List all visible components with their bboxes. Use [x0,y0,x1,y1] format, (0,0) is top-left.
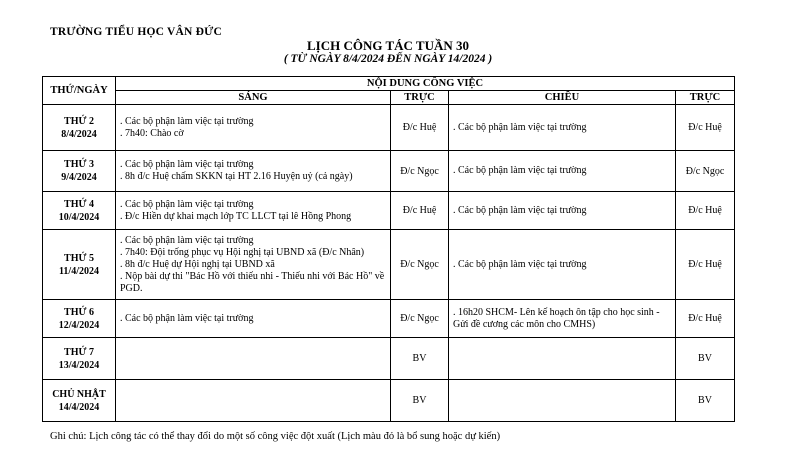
duty-morning-cell: Đ/c Ngọc [391,151,449,192]
duty-morning-cell: BV [391,380,449,422]
day-cell [43,380,116,422]
date-label: 14/4/2024 [58,401,100,413]
date-label: 12/4/2024 [58,319,100,331]
afternoon-cell [449,380,676,422]
page-subtitle: ( TỪ NGÀY 8/4/2024 ĐẾN NGÀY 14/2024 ) [283,53,493,65]
duty-morning-cell: BV [391,338,449,380]
duty-morning-cell: Đ/c Ngọc [391,230,449,300]
day-label: THỨ 7 [64,346,94,358]
duty-afternoon-cell: Đ/c Huệ [676,192,735,230]
column-header-afternoon: CHIỀU [449,91,676,105]
table-row [43,192,735,230]
table-header-row-1 [43,77,735,91]
task-line: . Nộp bài dự thi "Bác Hồ với thiếu nhi - Thiếu nhi với Bác Hồ" về PGD. [120,270,385,294]
morning-cell [116,338,391,380]
day-cell [43,151,116,192]
day-cell [43,300,116,338]
task-line: . Các bộ phận làm việc tại trường [453,121,587,133]
day-cell [43,338,116,380]
morning-cell [116,192,391,230]
table-row [43,230,735,300]
task-line: . 7h40: Đội trống phục vụ Hội nghị tại UBND xã (Đ/c Nhân) [120,246,365,258]
schedule-table-body [43,105,735,422]
task-line: . Các bộ phận làm việc tại trường [453,165,587,176]
day-label: THỨ 5 [64,252,94,264]
footer-note: Ghi chú: Lịch công tác có thể thay đổi do một số công việc đột xuất (Lịch màu đỏ là bổ sung hoặc dự kiến) [50,431,501,442]
morning-cell [116,380,391,422]
column-header-duty-morning: TRỰC [391,91,449,105]
duty-afternoon-cell: BV [676,338,735,380]
afternoon-cell [449,192,676,230]
table-row [43,338,735,380]
afternoon-cell [449,230,676,300]
task-line: . Các bộ phận làm việc tại trường [120,159,254,170]
duty-morning-cell: Đ/c Huệ [391,105,449,151]
task-line: . Các bộ phận làm việc tại trường [453,204,587,216]
afternoon-cell [449,338,676,380]
table-row [43,300,735,338]
duty-afternoon-cell: Đ/c Ngọc [676,151,735,192]
task-line: . 7h40: Chào cờ [120,127,184,139]
schedule-table [42,76,735,422]
column-header-content: NỘI DUNG CÔNG VIỆC [116,77,735,91]
task-line: . Các bộ phận làm việc tại trường [120,312,254,324]
afternoon-cell [449,151,676,192]
task-line: . 8h đ/c Huệ chấm SKKN tại HT 2.16 Huyện uỷ (cả ngày) [120,171,353,182]
school-name: TRƯỜNG TIỂU HỌC VÂN ĐỨC [50,26,223,38]
duty-morning-cell: Đ/c Huệ [391,192,449,230]
task-line: . Các bộ phận làm việc tại trường [120,115,254,127]
duty-morning-cell: Đ/c Ngọc [391,300,449,338]
day-cell [43,230,116,300]
day-label: THỨ 3 [64,159,94,170]
date-label: 9/4/2024 [61,172,97,183]
duty-afternoon-cell: Đ/c Huệ [676,105,735,151]
morning-cell [116,230,391,300]
column-header-duty-afternoon: TRỰC [676,91,735,105]
afternoon-cell [449,105,676,151]
table-row [43,151,735,192]
duty-afternoon-cell: BV [676,380,735,422]
title-block [42,39,734,66]
date-label: 8/4/2024 [61,128,97,140]
day-label: THỨ 2 [64,115,94,127]
duty-afternoon-cell: Đ/c Huệ [676,300,735,338]
task-line: . Đ/c Hiền dự khai mạch lớp TC LLCT tại lê Hồng Phong [120,210,352,222]
day-label: THỨ 6 [64,306,94,318]
task-line: . 8h đ/c Huệ dự Hội nghị tại UBND xã [120,258,275,270]
page-title: LỊCH CÔNG TÁC TUẦN 30 [306,38,470,53]
column-header-day: THỨ/NGÀY [43,77,116,105]
date-label: 11/4/2024 [58,265,99,277]
column-header-morning: SÁNG [116,91,391,105]
morning-cell [116,300,391,338]
task-line: . Các bộ phận làm việc tại trường [120,198,254,210]
table-row [43,380,735,422]
task-line: . Các bộ phận làm việc tại trường [120,234,254,246]
morning-cell [116,151,391,192]
task-line: . Các bộ phận làm việc tại trường [453,258,587,270]
morning-cell [116,105,391,151]
date-label: 10/4/2024 [58,211,100,223]
duty-afternoon-cell: Đ/c Huệ [676,230,735,300]
table-row [43,105,735,151]
afternoon-cell [449,300,676,338]
day-label: CHỦ NHẬT [52,388,106,400]
day-cell [43,192,116,230]
table-header-row-2 [43,91,735,105]
date-label: 13/4/2024 [58,359,100,371]
task-line: . 16h20 SHCM- Lên kế hoạch ôn tập cho học sinh - Gửi đề cương các môn cho CMHS) [453,306,660,330]
day-label: THỨ 4 [64,198,94,210]
day-cell [43,105,116,151]
